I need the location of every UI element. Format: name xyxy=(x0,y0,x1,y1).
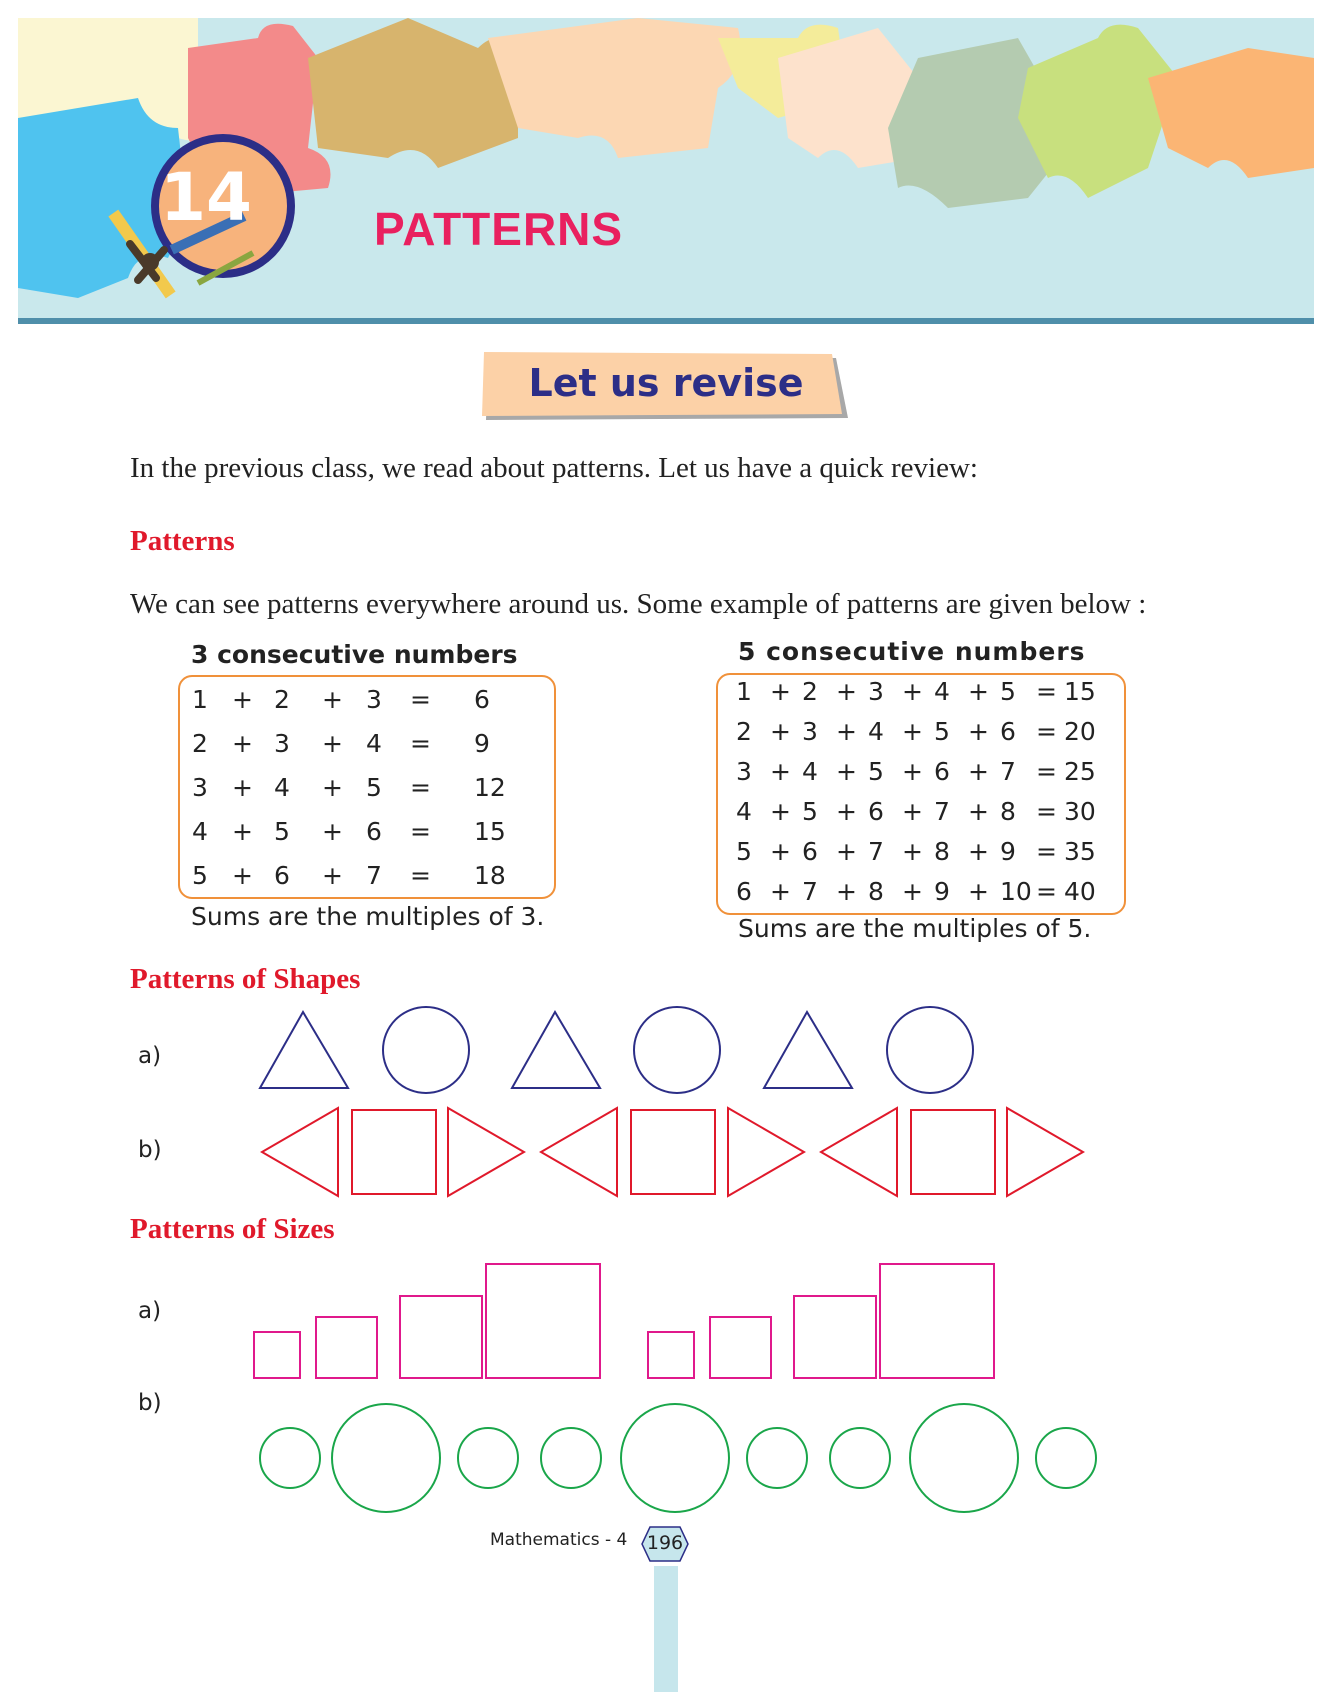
square-size-2 xyxy=(710,1317,771,1378)
equation-token: + xyxy=(770,837,791,866)
equation-token: 5 xyxy=(868,757,884,786)
box3-caption: Sums are the multiples of 3. xyxy=(191,902,545,931)
equation-token: 35 xyxy=(1064,837,1096,866)
equation-token: 4 xyxy=(366,729,382,758)
small-circle xyxy=(1036,1428,1096,1488)
circle-shape xyxy=(634,1007,720,1093)
equation-token: 6 xyxy=(736,877,752,906)
equation-token: + xyxy=(836,877,857,906)
equation-token: 15 xyxy=(474,817,506,846)
equation-token: 5 xyxy=(274,817,290,846)
equation-token: + xyxy=(902,757,923,786)
left-triangle-shape xyxy=(262,1108,338,1196)
box3-panel xyxy=(178,675,556,899)
equation-token: 40 xyxy=(1064,877,1096,906)
equation-token: = xyxy=(410,729,431,758)
equation-token: 4 xyxy=(192,817,208,846)
box5-equation-row xyxy=(718,837,1124,877)
equation-token: + xyxy=(770,717,791,746)
box5-caption: Sums are the multiples of 5. xyxy=(738,914,1092,943)
box3-equation-row xyxy=(180,773,554,813)
equation-token: 1 xyxy=(736,677,752,706)
equation-token: 6 xyxy=(934,757,950,786)
equation-token: = xyxy=(410,861,431,890)
triangle-shape xyxy=(260,1012,348,1088)
equation-token: + xyxy=(770,677,791,706)
equation-token: + xyxy=(322,817,343,846)
equation-token: 5 xyxy=(934,717,950,746)
equation-token: + xyxy=(836,757,857,786)
box5-equation-row xyxy=(718,797,1124,837)
equation-token: 2 xyxy=(274,685,290,714)
shapes-heading: Patterns of Shapes xyxy=(130,963,361,995)
equation-token: + xyxy=(968,717,989,746)
intro-text: In the previous class, we read about patterns. Let us have a quick review: xyxy=(130,452,978,484)
equation-token: 7 xyxy=(934,797,950,826)
box3-title: 3 consecutive numbers xyxy=(191,640,518,669)
equation-token: 3 xyxy=(192,773,208,802)
small-circle xyxy=(830,1428,890,1488)
equation-token: 4 xyxy=(868,717,884,746)
equation-token: + xyxy=(836,717,857,746)
equation-token: 1 xyxy=(192,685,208,714)
equation-token: + xyxy=(902,677,923,706)
triangle-shape xyxy=(512,1012,600,1088)
equation-token: 6 xyxy=(802,837,818,866)
page-number: 196 xyxy=(646,1532,684,1554)
equation-token: 3 xyxy=(736,757,752,786)
equation-token: 6 xyxy=(274,861,290,890)
equation-token: 4 xyxy=(274,773,290,802)
box3-equation-row xyxy=(180,861,554,901)
equation-token: 18 xyxy=(474,861,506,890)
circle-shape xyxy=(887,1007,973,1093)
equation-token: = xyxy=(1036,837,1057,866)
equation-token: + xyxy=(322,861,343,890)
equation-token: + xyxy=(968,757,989,786)
equation-token: 2 xyxy=(192,729,208,758)
equation-token: 5 xyxy=(802,797,818,826)
box5-equation-row xyxy=(718,717,1124,757)
equation-token: + xyxy=(770,797,791,826)
left-triangle-shape xyxy=(541,1108,617,1196)
equation-token: 5 xyxy=(366,773,382,802)
equation-token: 20 xyxy=(1064,717,1096,746)
equation-token: + xyxy=(902,877,923,906)
equation-token: 3 xyxy=(274,729,290,758)
equation-token: = xyxy=(1036,797,1057,826)
square-size-1 xyxy=(254,1332,300,1378)
equation-token: 25 xyxy=(1064,757,1096,786)
equation-token: = xyxy=(1036,717,1057,746)
equation-token: 9 xyxy=(934,877,950,906)
equation-token: = xyxy=(1036,757,1057,786)
left-triangle-shape xyxy=(821,1108,897,1196)
sizes-label-b: b) xyxy=(138,1390,162,1416)
small-circle xyxy=(747,1428,807,1488)
square-shape xyxy=(352,1110,436,1194)
equation-token: + xyxy=(836,677,857,706)
equation-token: = xyxy=(1036,677,1057,706)
equation-token: + xyxy=(232,729,253,758)
square-shape xyxy=(911,1110,995,1194)
footer-subject: Mathematics - 4 xyxy=(490,1530,628,1550)
equation-token: + xyxy=(836,837,857,866)
box5-equation-row xyxy=(718,877,1124,917)
equation-token: 3 xyxy=(802,717,818,746)
triangle-shape xyxy=(764,1012,852,1088)
equation-token: 3 xyxy=(868,677,884,706)
equation-token: + xyxy=(232,773,253,802)
equation-token: 9 xyxy=(1000,837,1016,866)
right-triangle-shape xyxy=(448,1108,524,1196)
circle-shape xyxy=(383,1007,469,1093)
equation-token: 4 xyxy=(736,797,752,826)
equation-token: 4 xyxy=(934,677,950,706)
equation-token: 8 xyxy=(868,877,884,906)
equation-token: + xyxy=(232,685,253,714)
equation-token: + xyxy=(232,817,253,846)
equation-token: 7 xyxy=(1000,757,1016,786)
equation-token: 2 xyxy=(802,677,818,706)
equation-token: 9 xyxy=(474,729,490,758)
equation-token: 5 xyxy=(1000,677,1016,706)
equation-token: 6 xyxy=(868,797,884,826)
equation-token: 3 xyxy=(366,685,382,714)
equation-token: 15 xyxy=(1064,677,1096,706)
box5-panel xyxy=(716,673,1126,915)
equation-token: 4 xyxy=(802,757,818,786)
equation-token: 6 xyxy=(1000,717,1016,746)
equation-token: = xyxy=(410,685,431,714)
equation-token: 8 xyxy=(1000,797,1016,826)
box3-equation-row xyxy=(180,685,554,725)
large-circle xyxy=(910,1404,1018,1512)
large-circle xyxy=(621,1404,729,1512)
equation-token: = xyxy=(1036,877,1057,906)
right-triangle-shape xyxy=(1007,1108,1083,1196)
box5-title: 5 consecutive numbers xyxy=(738,637,1086,666)
equation-token: + xyxy=(968,797,989,826)
equation-token: 6 xyxy=(474,685,490,714)
revise-title: Let us revise xyxy=(528,361,804,405)
box3-equation-row xyxy=(180,729,554,769)
equation-token: + xyxy=(322,729,343,758)
sizes-heading: Patterns of Sizes xyxy=(130,1213,335,1245)
equation-token: 7 xyxy=(802,877,818,906)
chapter-title: PATTERNS xyxy=(374,203,624,255)
equation-token: 8 xyxy=(934,837,950,866)
equation-token: + xyxy=(232,861,253,890)
square-size-4 xyxy=(486,1264,600,1378)
chapter-number: 14 xyxy=(160,159,252,236)
square-size-1 xyxy=(648,1332,694,1378)
shapes-label-a: a) xyxy=(138,1043,162,1069)
banner-divider xyxy=(18,318,1314,324)
equation-token: 5 xyxy=(192,861,208,890)
equation-token: 7 xyxy=(366,861,382,890)
equation-token: 6 xyxy=(366,817,382,846)
large-circle xyxy=(332,1404,440,1512)
equation-token: = xyxy=(410,773,431,802)
equation-token: + xyxy=(902,837,923,866)
square-size-4 xyxy=(880,1264,994,1378)
small-circle xyxy=(260,1428,320,1488)
page-strip xyxy=(654,1566,678,1692)
patterns-heading: Patterns xyxy=(130,525,235,557)
square-shape xyxy=(631,1110,715,1194)
patterns-text: We can see patterns everywhere around us. Some example of patterns are given below : xyxy=(130,588,1147,620)
equation-token: + xyxy=(770,877,791,906)
equation-token: = xyxy=(410,817,431,846)
square-size-2 xyxy=(316,1317,377,1378)
right-triangle-shape xyxy=(728,1108,804,1196)
box3-equation-row xyxy=(180,817,554,857)
equation-token: + xyxy=(322,773,343,802)
equation-token: + xyxy=(902,717,923,746)
equation-token: + xyxy=(770,757,791,786)
equation-token: + xyxy=(322,685,343,714)
square-size-3 xyxy=(400,1296,482,1378)
small-circle xyxy=(541,1428,601,1488)
equation-token: 7 xyxy=(868,837,884,866)
equation-token: + xyxy=(836,797,857,826)
square-size-3 xyxy=(794,1296,876,1378)
equation-token: 5 xyxy=(736,837,752,866)
sizes-label-a: a) xyxy=(138,1298,162,1324)
equation-token: 2 xyxy=(736,717,752,746)
shapes-label-b: b) xyxy=(138,1137,162,1163)
equation-token: 10 xyxy=(1000,877,1032,906)
equation-token: 12 xyxy=(474,773,506,802)
box5-equation-row xyxy=(718,677,1124,717)
equation-token: + xyxy=(902,797,923,826)
equation-token: + xyxy=(968,837,989,866)
small-circle xyxy=(458,1428,518,1488)
box5-equation-row xyxy=(718,757,1124,797)
equation-token: + xyxy=(968,877,989,906)
equation-token: + xyxy=(968,677,989,706)
equation-token: 30 xyxy=(1064,797,1096,826)
